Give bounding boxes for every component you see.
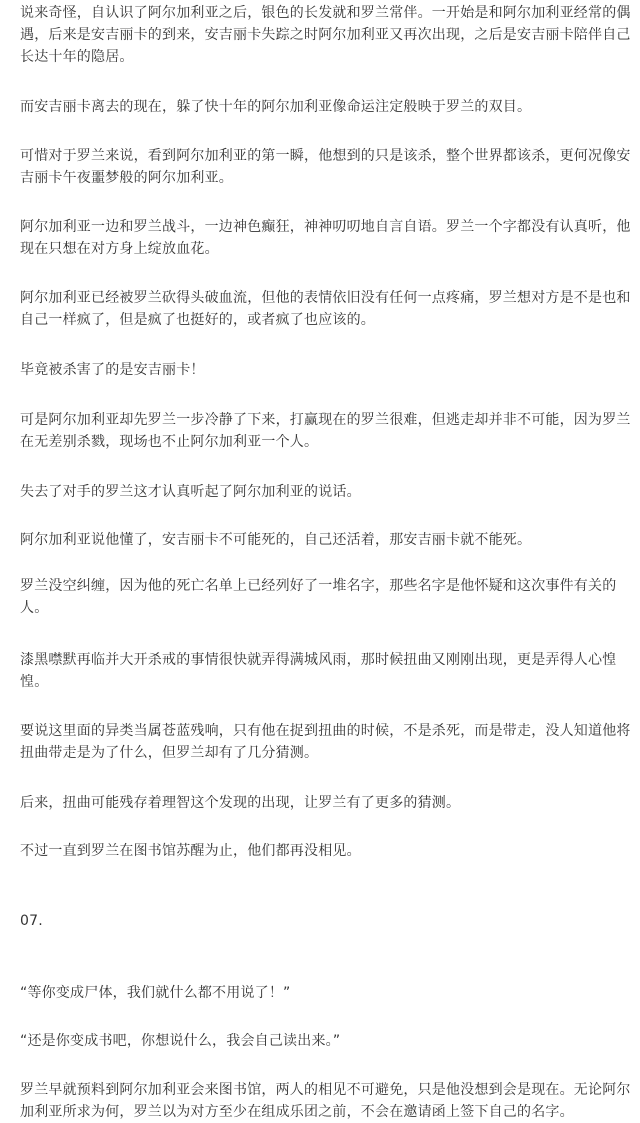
paragraph-1: 说来奇怪，自认识了阿尔加利亚之后，银色的长发就和罗兰常伴。一开始是和阿尔加利亚经常的偶遇，后来是安吉丽卡的到来，安吉丽卡失踪之时阿尔加利亚又再次出现，之后是安吉丽卡陪伴自己长达十年的隐居。 <box>20 5 631 65</box>
dialogue-1: “等你变成尸体，我们就什么都不用说了！” <box>20 985 291 1001</box>
paragraph-3: 可惜对于罗兰来说，看到阿尔加利亚的第一瞬，他想到的只是该杀，整个世界都该杀，更何况像安吉丽卡午夜噩梦般的阿尔加利亚。 <box>20 148 631 186</box>
paragraph-8: 失去了对手的罗兰这才认真听起了阿尔加利亚的说话。 <box>20 484 361 500</box>
paragraph-11: 漆黑噤默再临并大开杀戒的事情很快就弄得满城风雨，那时候扭曲又刚刚出现，更是弄得人心惶惶。 <box>20 652 617 690</box>
paragraph-5: 阿尔加利亚已经被罗兰砍得头破血流，但他的表情依旧没有任何一点疼痛，罗兰想对方是不是也和自己一样疯了，但是疯了也挺好的，或者疯了也应该的。 <box>20 290 631 328</box>
paragraph-4: 阿尔加利亚一边和罗兰战斗，一边神色癫狂，神神叨叨地自言自语。罗兰一个字都没有认真听，他现在只想在对方身上绽放血花。 <box>20 219 631 257</box>
paragraph-13: 后来，扭曲可能残存着理智这个发现的出现，让罗兰有了更多的猜测。 <box>20 795 461 811</box>
paragraph-6: 毕竟被杀害了的是安吉丽卡！ <box>20 362 205 378</box>
section-number: 07. <box>20 913 43 929</box>
paragraph-9: 阿尔加利亚说他懂了，安吉丽卡不可能死的，自己还活着，那安吉丽卡就不能死。 <box>20 532 532 548</box>
paragraph-7: 可是阿尔加利亚却先罗兰一步冷静了下来，打赢现在的罗兰很难，但逃走却并非不可能，因为罗兰在无差别杀戮，现场也不止阿尔加利亚一个人。 <box>20 412 631 450</box>
paragraph-12: 要说这里面的异类当属苍蓝残响，只有他在捉到扭曲的时候，不是杀死，而是带走，没人知道他将扭曲带走是为了什么，但罗兰却有了几分猜测。 <box>20 723 631 761</box>
paragraph-15: 罗兰早就预料到阿尔加利亚会来图书馆，两人的相见不可避免，只是他没想到会是现在。无论阿尔加利亚所求为何，罗兰以为对方至少在组成乐团之前，不会在邀请函上签下自己的名字。 <box>20 1082 631 1120</box>
paragraph-10: 罗兰没空纠缠，因为他的死亡名单上已经列好了一堆名字，那些名字是他怀疑和这次事件有关的人。 <box>20 578 617 616</box>
paragraph-2: 而安吉丽卡离去的现在，躲了快十年的阿尔加利亚像命运注定般映于罗兰的双目。 <box>20 99 532 115</box>
dialogue-2: “还是你变成书吧，你想说什么，我会自己读出来。” <box>20 1033 341 1049</box>
paragraph-14: 不过一直到罗兰在图书馆苏醒为止，他们都再没相见。 <box>20 843 361 859</box>
